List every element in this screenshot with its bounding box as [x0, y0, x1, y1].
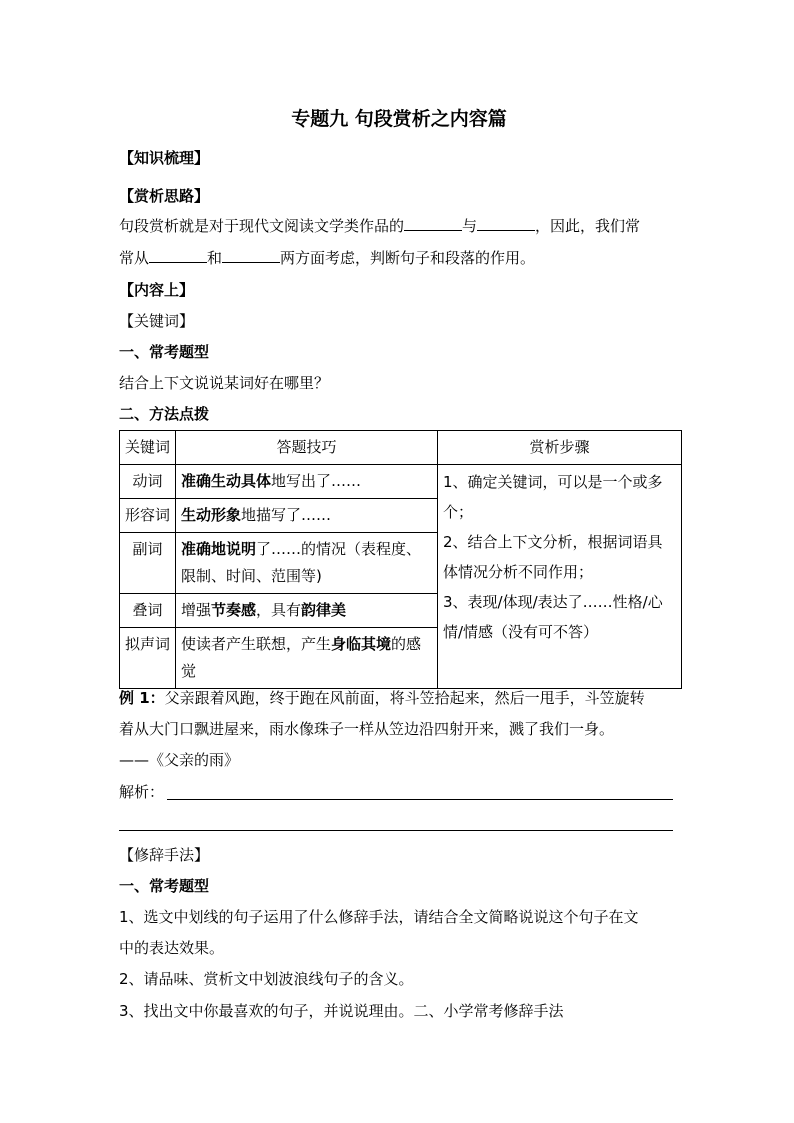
example-source: ——《父亲的雨》 [119, 751, 240, 769]
step-item: 3、表现/体现/表达了……性格/心情/情感（没有可不答） [443, 593, 663, 641]
tip-text: 的感觉 [181, 635, 422, 680]
keyword-cell: 拟声词 [120, 628, 176, 689]
keyword-cell: 形容词 [120, 499, 176, 533]
tip-text: 了……的情况（表程度、限制、时间、范围等) [181, 540, 422, 585]
section-question-types: 一、常考题型 [119, 877, 210, 895]
tip-cell [176, 533, 438, 594]
tip-emphasis: 生动形象 [181, 506, 242, 524]
method-table [119, 430, 682, 689]
step-item: 2、结合上下文分析，根据词语具体情况分析不同作用； [443, 533, 663, 581]
tip-text: 使读者产生联想，产生 [181, 635, 332, 653]
intro-text: 与 [462, 217, 478, 235]
tip-text: ，具有 [256, 601, 302, 619]
section-question-types: 一、常考题型 [119, 343, 210, 361]
tip-text: 增强 [181, 601, 212, 619]
intro-text: ，因此，我们常 [535, 217, 641, 235]
table-header-row [120, 431, 682, 465]
page-title: 专题九 句段赏析之内容篇 [291, 108, 507, 130]
answer-line[interactable] [167, 799, 673, 800]
example-label: 例 1： [119, 689, 165, 707]
intro-text: 两方面考虑，判断句子和段落的作用。 [280, 249, 536, 267]
tip-text: 地描写了…… [241, 506, 332, 524]
keyword-cell: 副词 [120, 533, 176, 594]
heading-content: 【内容上】 [119, 281, 195, 299]
table-header: 答题技巧 [176, 431, 438, 465]
tip-cell [176, 465, 438, 499]
table-header: 关键词 [120, 431, 176, 465]
heading-knowledge: 【知识梳理】 [119, 149, 210, 167]
question-2: 2、请品味、赏析文中划波浪线句子的含义。 [119, 970, 414, 988]
intro-text: 句段赏析就是对于现代文阅读文学类作品的 [119, 217, 405, 235]
fill-blank [222, 248, 280, 263]
step-item: 1、确定关键词，可以是一个或多个； [443, 473, 663, 521]
heading-rhetoric: 【修辞手法】 [119, 846, 210, 864]
example-line-2: 着从大门口飘进屋来，雨水像珠子一样从笠边沿四射开来，溅了我们一身。 [119, 720, 615, 738]
tip-cell [176, 628, 438, 689]
tip-emphasis: 节奏感 [211, 601, 257, 619]
example-text: 父亲跟着风跑，终于跑在风前面，将斗笠拾起来，然后一甩手，斗笠旋转 [164, 689, 645, 707]
keyword-cell: 叠词 [120, 594, 176, 628]
table-row [120, 465, 682, 499]
question-3: 3、找出文中你最喜欢的句子，并说说理由。二、小学常考修辞手法 [119, 1002, 564, 1020]
steps-cell [438, 465, 682, 689]
intro-line-1 [119, 216, 640, 236]
intro-text: 和 [207, 249, 223, 267]
example-line-1 [119, 688, 645, 708]
tip-emphasis: 韵律美 [301, 601, 347, 619]
tip-cell [176, 594, 438, 628]
table-header: 赏析步骤 [438, 431, 682, 465]
intro-line-2 [119, 248, 535, 268]
heading-keyword: 【关键词】 [119, 312, 195, 330]
tip-emphasis: 准确生动具体 [181, 472, 272, 490]
tip-cell [176, 499, 438, 533]
fill-blank [477, 216, 535, 231]
tip-emphasis: 身临其境 [331, 635, 392, 653]
question-1: 1、选文中划线的句子运用了什么修辞手法，请结合全文简略说说这个句子在文 [119, 908, 639, 926]
answer-line[interactable] [119, 830, 673, 831]
question-1-cont: 中的表达效果。 [119, 939, 225, 957]
fill-blank [149, 248, 207, 263]
tip-emphasis: 准确地说明 [181, 540, 257, 558]
keyword-question: 结合上下文说说某词好在哪里？ [119, 374, 330, 392]
tip-text: 地写出了…… [271, 472, 362, 490]
heading-approach: 【赏析思路】 [119, 187, 210, 205]
intro-text: 常从 [119, 249, 150, 267]
fill-blank [404, 216, 462, 231]
keyword-cell: 动词 [120, 465, 176, 499]
analysis-label: 解析： [119, 783, 165, 801]
section-method: 二、方法点拨 [119, 405, 210, 423]
